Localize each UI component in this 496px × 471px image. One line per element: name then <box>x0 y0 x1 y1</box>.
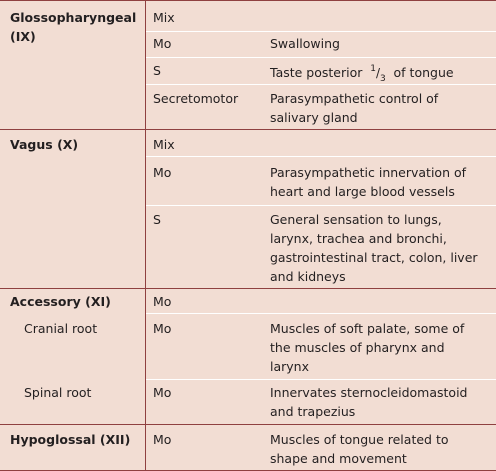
fiber-type: Mo <box>153 165 172 180</box>
fiber-type: S <box>153 212 161 227</box>
function-text <box>270 430 449 468</box>
one-third-fraction <box>366 64 389 85</box>
function-line: Muscles of tongue related to <box>270 432 449 447</box>
function-line: and trapezius <box>270 404 356 419</box>
vagus-group <box>0 130 496 288</box>
fraction-numerator: 1 <box>370 64 376 74</box>
row-separator <box>146 205 496 206</box>
fiber-type: Secretomotor <box>153 91 239 106</box>
function-line: General sensation to lungs, <box>270 212 442 227</box>
fiber-type: Mo <box>153 36 172 51</box>
row-separator <box>146 156 496 157</box>
function-line: Parasympathetic innervation of <box>270 165 467 180</box>
function-line: gastrointestinal tract, colon, liver <box>270 250 478 265</box>
row-separator <box>146 57 496 58</box>
function-line: shape and movement <box>270 451 407 466</box>
fiber-type: Mix <box>153 137 175 152</box>
function-text <box>270 61 454 88</box>
function-line: salivary gland <box>270 110 358 125</box>
fraction-denominator: 3 <box>379 74 386 85</box>
column-divider <box>145 289 146 424</box>
row-separator <box>146 313 496 314</box>
function-text-part: of tongue <box>393 65 454 80</box>
nerve-name <box>10 8 136 46</box>
fiber-type: Mo <box>153 385 172 400</box>
function-line: larynx <box>270 359 309 374</box>
function-text <box>270 383 468 421</box>
column-divider <box>145 130 146 288</box>
nerve-name: Vagus (X) <box>10 137 79 152</box>
nerve-name: Hypoglossal (XII) <box>10 432 131 447</box>
root-name: Spinal root <box>24 385 92 400</box>
fiber-type: Mo <box>153 432 172 447</box>
fiber-type: Mo <box>153 294 172 309</box>
fiber-type: Mix <box>153 10 175 25</box>
glossopharyngeal-group <box>0 1 496 129</box>
function-line: and kidneys <box>270 269 346 284</box>
fraction-slash: / <box>375 66 380 80</box>
function-text <box>270 163 466 201</box>
function-text: Swallowing <box>270 36 340 51</box>
function-line: Innervates sternocleidomastoid <box>270 385 468 400</box>
accessory-group <box>0 289 496 424</box>
fiber-type: Mo <box>153 321 172 336</box>
nerve-name: Accessory (XI) <box>10 294 111 309</box>
row-separator <box>146 31 496 32</box>
function-line: heart and large blood vessels <box>270 184 455 199</box>
column-divider <box>145 425 146 470</box>
column-divider <box>145 1 146 129</box>
root-name: Cranial root <box>24 321 98 336</box>
function-text <box>270 319 464 376</box>
function-line: Muscles of soft palate, some of <box>270 321 465 336</box>
nerve-name-line: Glossopharyngeal <box>10 10 137 25</box>
function-line: the muscles of pharynx and <box>270 340 445 355</box>
fiber-type: S <box>153 63 161 78</box>
nerve-name-line: (IX) <box>10 29 36 44</box>
function-text <box>270 89 438 127</box>
function-text-part: Taste posterior <box>270 65 363 80</box>
hypoglossal-group <box>0 425 496 470</box>
function-line: Parasympathetic control of <box>270 91 439 106</box>
function-text <box>270 210 478 286</box>
row-separator <box>146 379 496 380</box>
function-line: larynx, trachea and bronchi, <box>270 231 447 246</box>
